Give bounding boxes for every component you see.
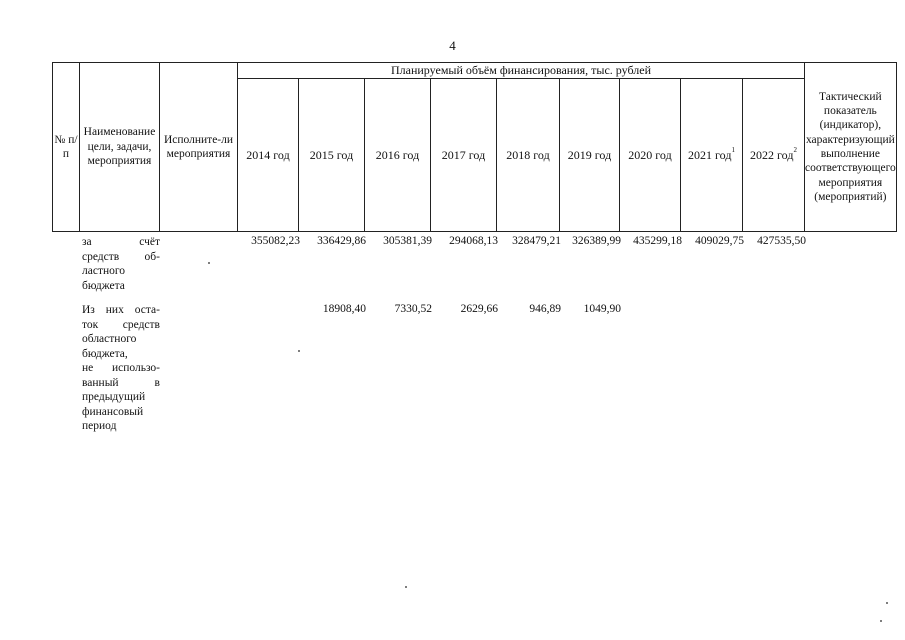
row-label-line: финансовый [82, 405, 144, 418]
table-cell-value: 294068,13 [449, 235, 498, 247]
row-label-line: ванный в [82, 376, 160, 389]
footnote-mark: 2 [793, 145, 797, 154]
row-label-line: бюджета [82, 279, 125, 292]
page-number: 4 [449, 38, 456, 53]
scan-speck [405, 586, 407, 588]
row-label-line: областного [82, 333, 137, 345]
col-header-year: 2018 год [497, 79, 560, 232]
table-cell-value: 355082,23 [251, 235, 300, 247]
footnote-mark: 1 [731, 145, 735, 154]
scan-speck [886, 602, 888, 604]
table-cell-value: 435299,18 [633, 235, 682, 247]
table-cell-value: 326389,99 [572, 235, 621, 247]
col-header-year: 2015 год [299, 79, 365, 232]
row-label [82, 303, 160, 434]
row-label-line: бюджета, [82, 347, 128, 360]
scan-speck [208, 262, 210, 264]
col-header-year: 2014 год [238, 79, 299, 232]
col-header-year: 2019 год [560, 79, 620, 232]
financing-table-header [52, 62, 897, 232]
col-header-number: № п/п [53, 63, 80, 232]
table-cell-value: 305381,39 [383, 235, 432, 247]
table-cell-value: 18908,40 [322, 303, 366, 315]
row-label [82, 235, 160, 293]
col-header-indicator: Тактический показатель (индикатор), характеризующий выполнение соответствующего мероприятия (мероприятий) [805, 63, 897, 232]
table-cell-value: 336429,86 [317, 235, 366, 247]
col-header-financing: Планируемый объём финансирования, тыс. рублей [238, 63, 805, 79]
table-cell-value: 409029,75 [695, 235, 744, 247]
row-label-line: средств об- [82, 250, 160, 263]
col-header-year: 2017 год [431, 79, 497, 232]
col-header-year: 2020 год [620, 79, 681, 232]
table-cell-value: 7330,52 [394, 303, 432, 315]
row-label-line: ластного [82, 265, 126, 277]
col-header-name: Наименование цели, задачи, мероприятия [80, 63, 160, 232]
table-cell-value: 328479,21 [512, 235, 561, 247]
table-cell-value: 2629,66 [460, 303, 498, 315]
row-label-line: за счёт [82, 236, 160, 248]
col-header-executor: Исполните-ли мероприятия [160, 63, 238, 232]
table-cell-value: 946,89 [529, 303, 561, 315]
col-header-year: 2021 год$^1$ [681, 79, 743, 232]
col-header-year: 2016 год [365, 79, 431, 232]
table-cell-value: 427535,50 [757, 235, 806, 247]
scan-speck [880, 620, 882, 622]
row-label-line: период [82, 420, 117, 432]
table-cell-value: 1049,90 [583, 303, 621, 315]
scan-speck [298, 350, 300, 352]
row-label-line: Из них оста- [82, 304, 160, 316]
col-header-year: 2022 год$^2$ [743, 79, 805, 232]
row-label-line: не использо- [82, 362, 160, 374]
row-label-line: ток средств [82, 318, 160, 331]
row-label-line: предыдущий [82, 391, 146, 403]
